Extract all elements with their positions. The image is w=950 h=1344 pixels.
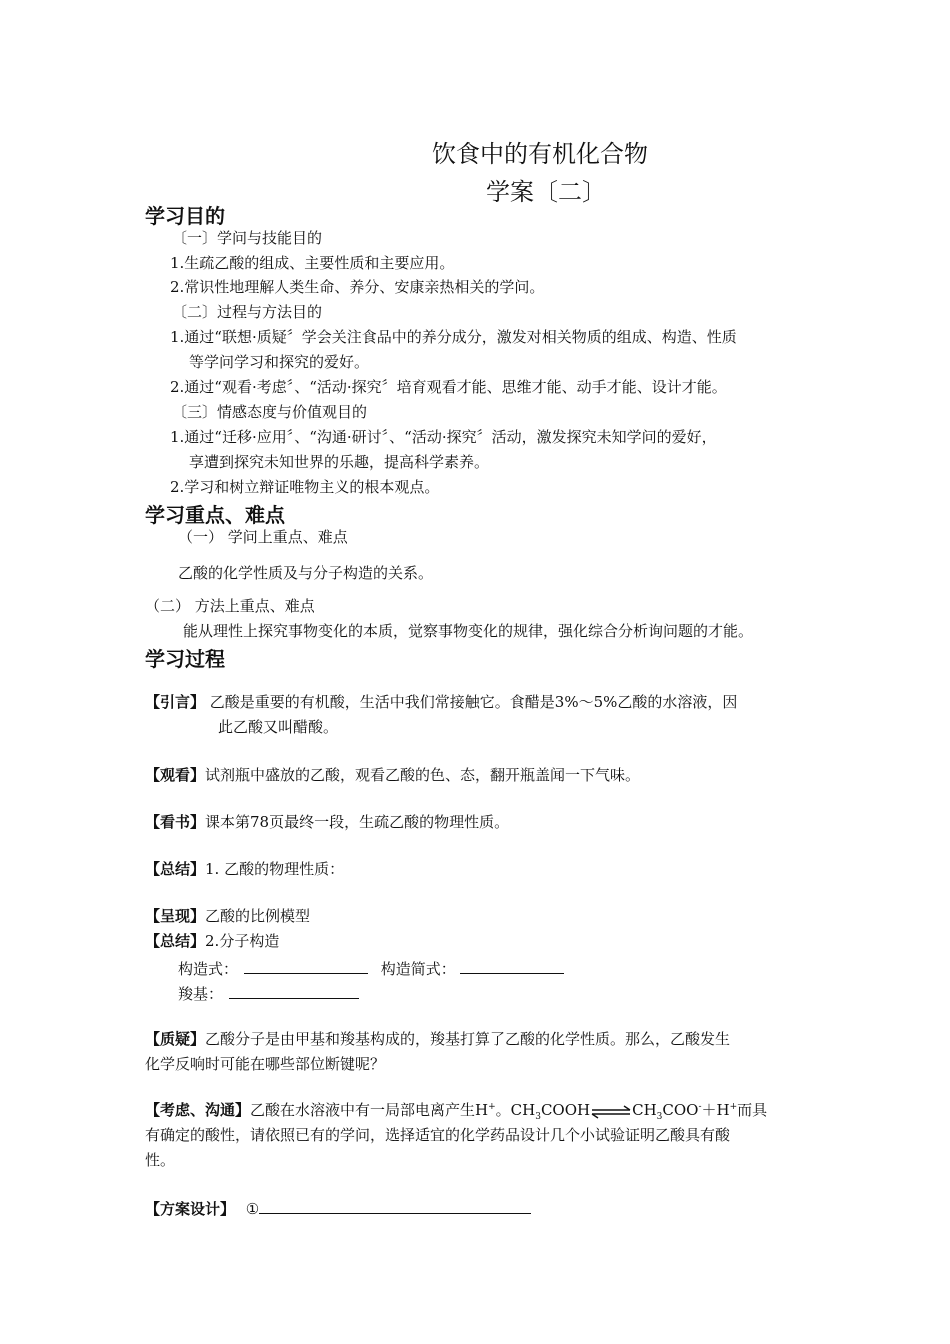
intro-text-b: 此乙酸又叫醋酸。: [218, 718, 339, 736]
equilibrium-arrow-icon: [590, 1104, 632, 1118]
think-text-c: 性。: [145, 1151, 176, 1169]
show-text: 乙酸的比例模型: [205, 907, 311, 925]
keypoints-text-2: 能从理性上探究事物变化的本质，觉察事物变化的规律，强化综合分析询问题的才能。: [183, 622, 754, 640]
carboxyl-row: [178, 982, 359, 1004]
carboxyl-label: 羧基：: [178, 985, 224, 1003]
observe-text: 试剂瓶中盛放的乙酸，观看乙酸的色、态，翻开瓶盖闻一下气味。: [205, 766, 641, 784]
goal-2-2: 2.通过“观看·考虑〞、“活动·探究〞培育观看才能、思维才能、动手才能、设计才能。: [170, 378, 727, 396]
keypoints-section-1: （一） 学问上重点、难点: [178, 528, 348, 546]
methyl-subscript: 3: [535, 1112, 541, 1122]
coo-text: COO: [662, 1101, 699, 1119]
observe-tag: 【观看】: [145, 766, 206, 784]
think-after: 。CH: [495, 1101, 536, 1119]
h-ion-charge: +: [488, 1102, 496, 1112]
summary-2-paragraph: [145, 931, 279, 951]
summary-2-tag: 【总结】: [145, 932, 206, 950]
simple-formula-blank[interactable]: [460, 957, 564, 974]
show-paragraph: [145, 906, 310, 926]
structure-formula-label: 构造式：: [178, 960, 239, 978]
intro-paragraph: [145, 692, 737, 712]
structure-formula-blank[interactable]: [244, 957, 368, 974]
goals-heading: 学习目的: [145, 204, 225, 228]
think-text-b: 有确定的酸性，请依照已有的学问，选择适宜的化学药品设计几个小试验证明乙酸具有酸: [145, 1126, 731, 1144]
goal-3-1b: 享遭到探究未知世界的乐趣，提高科学素养。: [189, 453, 490, 471]
goal-3-1a: 1.通过“迁移·应用〞、“沟通·研讨〞、“活动·探究〞活动，激发探究未知学问的爱好，: [170, 428, 717, 446]
goals-section-2: 〔二〕过程与方法目的: [172, 303, 323, 321]
process-heading: 学习过程: [145, 647, 225, 671]
intro-tag: 【引言】: [145, 693, 206, 711]
summary-1-text: 1. 乙酸的物理性质：: [205, 860, 345, 878]
goals-section-1: 〔一〕学问与技能目的: [172, 229, 323, 247]
think-text-a: 乙酸在水溶液中有一局部电离产生H: [250, 1101, 489, 1119]
summary-1-tag: 【总结】: [145, 860, 206, 878]
goal-1-1: 1.生疏乙酸的组成、主要性质和主要应用。: [170, 254, 455, 272]
think-tag: 【考虑、沟通】: [145, 1101, 251, 1119]
goal-2-1b: 等学问学习和探究的爱好。: [189, 353, 370, 371]
read-text: 课本第78页最终一段，生疏乙酸的物理性质。: [205, 813, 510, 831]
plan-number: ①: [245, 1200, 260, 1218]
keypoints-section-2: （二） 方法上重点、难点: [145, 597, 315, 615]
plan-blank[interactable]: [259, 1197, 531, 1214]
goals-section-3: 〔三〕情感态度与价值观目的: [172, 403, 368, 421]
question-text-b: 化学反响时可能在哪些部位断键呢？: [145, 1055, 386, 1073]
question-paragraph: [145, 1029, 730, 1049]
plus-h-text: ＋H: [701, 1101, 730, 1119]
question-tag: 【质疑】: [145, 1030, 206, 1048]
acetate-charge: -: [698, 1102, 702, 1112]
cooh-text: COOH: [540, 1101, 591, 1119]
summary-2-text: 2.分子构造: [205, 932, 280, 950]
simple-formula-label: 构造简式：: [380, 960, 456, 978]
question-text-a: 乙酸分子是由甲基和羧基构成的，羧基打算了乙酸的化学性质。那么，乙酸发生: [205, 1030, 731, 1048]
read-tag: 【看书】: [145, 813, 206, 831]
keypoints-text-1: 乙酸的化学性质及与分子构造的关系。: [178, 564, 434, 582]
show-tag: 【呈现】: [145, 907, 206, 925]
observe-paragraph: [145, 765, 640, 785]
summary-1-paragraph: [145, 859, 344, 879]
think-tail: 而具: [737, 1101, 768, 1119]
read-paragraph: [145, 812, 509, 832]
structure-row: [178, 957, 564, 979]
think-paragraph: [145, 1100, 767, 1120]
page-subtitle: 学案〔二〕: [486, 178, 606, 206]
intro-text-a: 乙酸是重要的有机酸，生活中我们常接触它。食醋是3%～5%乙酸的水溶液，因: [209, 693, 738, 711]
goal-2-1a: 1.通过“联想·质疑〞学会关注食品中的养分成分，激发对相关物质的组成、构造、性质: [170, 328, 737, 346]
plan-tag: 【方案设计】: [145, 1200, 236, 1218]
ch-text: CH: [632, 1101, 657, 1119]
goal-3-2: 2.学习和树立辩证唯物主义的根本观点。: [170, 478, 440, 496]
plan-paragraph: [145, 1197, 531, 1219]
carboxyl-blank[interactable]: [229, 982, 359, 999]
keypoints-heading: 学习重点、难点: [145, 503, 285, 527]
proton-charge: +: [729, 1102, 738, 1112]
goal-1-2: 2.常识性地理解人类生命、养分、安康亲热相关的学问。: [170, 278, 545, 296]
page-title: 饮食中的有机化合物: [432, 140, 648, 168]
acetate-subscript: 3: [656, 1112, 663, 1122]
